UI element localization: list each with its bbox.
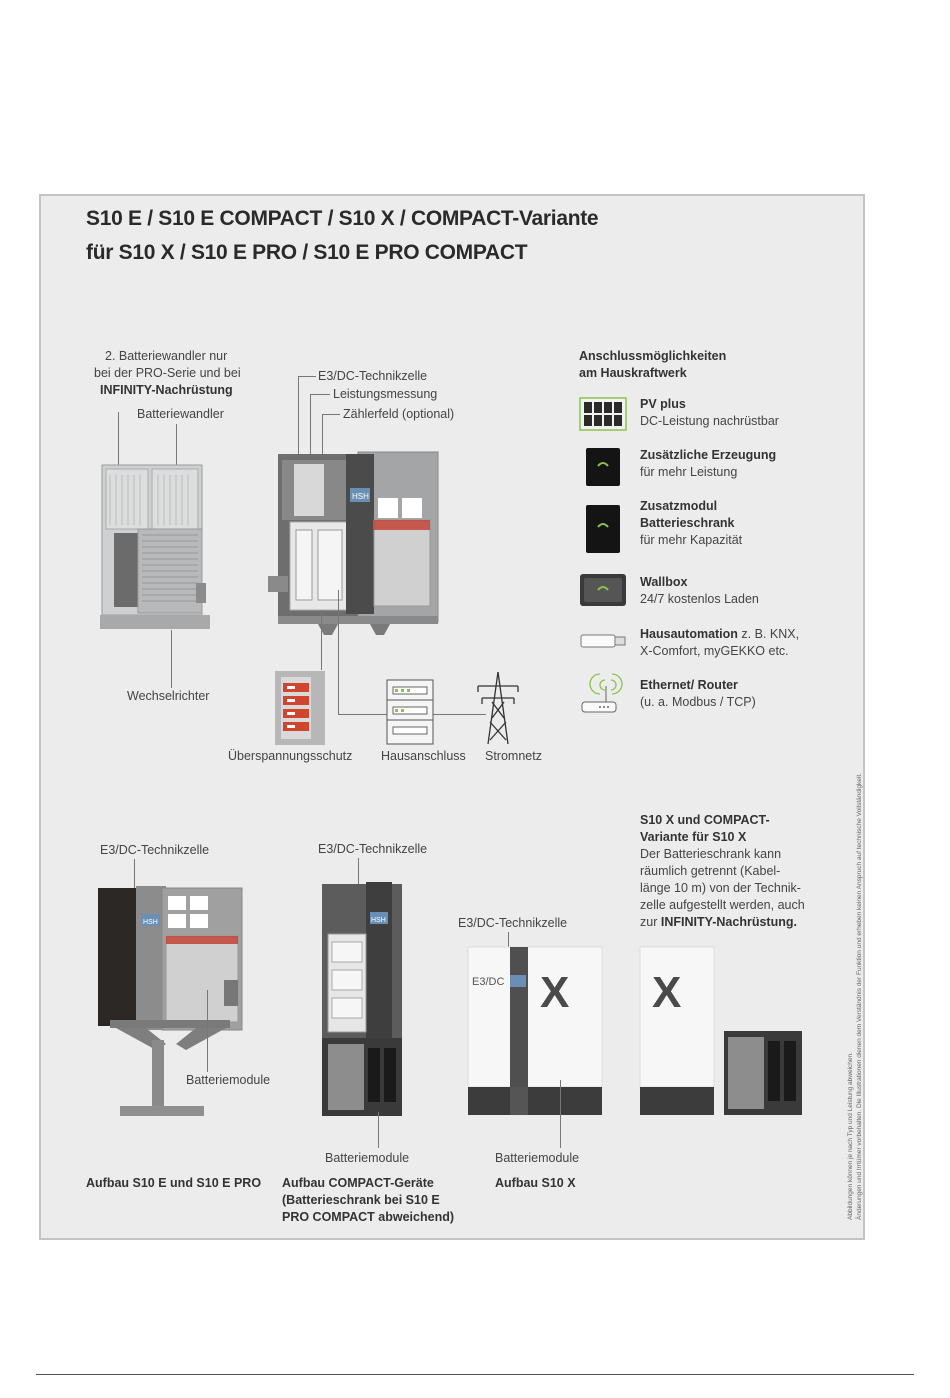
s10x-note-head2: Variante für S10 X [640, 830, 747, 844]
caption-s10e: Aufbau S10 E und S10 E PRO [86, 1176, 262, 1190]
label-batteriemodule-s10e: Batteriemodule [186, 1073, 271, 1087]
s10x-note-l5: zur INFINITY-Nachrüstung. [640, 915, 797, 929]
svg-text:HSH: HSH [371, 917, 386, 924]
s10x-separate-cabinet-image [638, 945, 806, 1117]
e3dc-label: E3/DC [472, 976, 505, 988]
conn-hausautomation-sub: X-Comfort, myGEKKO etc. [640, 644, 789, 658]
x-logo-left: X [540, 968, 570, 1017]
disclaimer-line1: Abbildungen können je nach Typ und Leistung abweichen. [847, 1052, 854, 1220]
pro-note-line1: 2. Batteriewandler nur [105, 349, 228, 363]
compact-unit-image [322, 882, 404, 1118]
connections-heading-line2: am Hauskraftwerk [579, 366, 687, 380]
label-technikzelle-top: E3/DC-Technikzelle [318, 369, 428, 383]
s10x-unit-image [466, 945, 606, 1117]
label-zaehlerfeld: Zählerfeld (optional) [343, 407, 455, 421]
router-icon [580, 670, 626, 714]
label-wechselrichter: Wechselrichter [127, 689, 210, 703]
inverter-unit-image [100, 465, 210, 635]
battery-cabinet-icon [586, 505, 620, 553]
s10x-note-l2: räumlich getrennt (Kabel- [640, 864, 781, 878]
conn-erzeugung-title: Zusätzliche Erzeugung [640, 448, 777, 462]
label-hausanschluss: Hausanschluss [381, 749, 466, 763]
conn-pv-title: PV plus [640, 397, 686, 411]
pro-note-line2: bei der PRO-Serie und bei [94, 366, 241, 380]
label-ueberspannungsschutz: Überspannungsschutz [228, 749, 353, 763]
conn-erzeugung-sub: für mehr Leistung [640, 465, 738, 479]
ueberspannungsschutz-image [275, 671, 325, 745]
conn-pv-sub: DC-Leistung nachrüstbar [640, 414, 779, 428]
hausanschluss-image [387, 680, 433, 744]
caption-compact-2: (Batterieschrank bei S10 E [282, 1193, 440, 1207]
connections-heading-line1: Anschlussmöglichkeiten [579, 349, 727, 363]
conn-zusatzmodul-title: Zusatzmodul [640, 499, 718, 513]
technikzelle-open-image [268, 450, 443, 635]
label-batteriemodule-compact: Batteriemodule [325, 1151, 410, 1165]
conn-ethernet-title: Ethernet/ Router [640, 678, 738, 692]
label-batteriewandler: Batteriewandler [137, 407, 224, 421]
s10x-note-l4: zelle aufgestellt werden, auch [640, 898, 805, 912]
disclaimer-vertical [846, 773, 864, 1220]
label-technikzelle-compact: E3/DC-Technikzelle [318, 842, 428, 856]
footer-rule [36, 1374, 914, 1375]
s10x-note-head1: S10 X und COMPACT- [640, 813, 770, 827]
caption-s10x: Aufbau S10 X [495, 1176, 576, 1190]
disclaimer-line2: Änderungen und Irrtümer vorbehalten. Die Illustrationen dienen dem Verständnis der Funktion und erheben keinen Anspruch auf technische Vollständigkeit. [856, 773, 863, 1220]
s10x-note-l1: Der Batterieschrank kann [640, 847, 782, 861]
usb-stick-icon [581, 633, 627, 649]
stromnetz-pylon-image [474, 672, 522, 746]
conn-wallbox-title: Wallbox [640, 575, 688, 589]
svg-text:HSH: HSH [352, 492, 369, 501]
conn-zusatzmodul-title2: Batterieschrank [640, 516, 735, 530]
label-batteriemodule-s10x: Batteriemodule [495, 1151, 580, 1165]
caption-compact-3: PRO COMPACT abweichend) [282, 1210, 455, 1224]
pro-note-line3: INFINITY-Nachrüstung [100, 383, 233, 397]
generator-icon [586, 448, 620, 486]
label-technikzelle-s10x: E3/DC-Technikzelle [458, 916, 568, 930]
page-title-line2: für S10 X / S10 E PRO / S10 E PRO COMPACT [86, 241, 528, 264]
page-title-line1: S10 E / S10 E COMPACT / S10 X / COMPACT-Variante [86, 207, 599, 230]
conn-wallbox-sub: 24/7 kostenlos Laden [640, 592, 759, 606]
svg-text:HSH: HSH [143, 919, 158, 926]
label-technikzelle-s10e: E3/DC-Technikzelle [100, 843, 210, 857]
label-leistungsmessung: Leistungsmessung [333, 387, 438, 401]
wallbox-icon [580, 574, 626, 606]
label-stromnetz: Stromnetz [485, 749, 542, 763]
x-logo-right: X [652, 968, 682, 1017]
solar-panel-icon [580, 398, 626, 430]
conn-hausautomation-title: Hausautomation z. B. KNX, [640, 627, 800, 641]
conn-zusatzmodul-sub: für mehr Kapazität [640, 533, 743, 547]
caption-compact-1: Aufbau COMPACT-Geräte [282, 1176, 434, 1190]
s10x-note-l3: länge 10 m) von der Technik- [640, 881, 801, 895]
conn-ethernet-sub: (u. a. Modbus / TCP) [640, 695, 756, 709]
